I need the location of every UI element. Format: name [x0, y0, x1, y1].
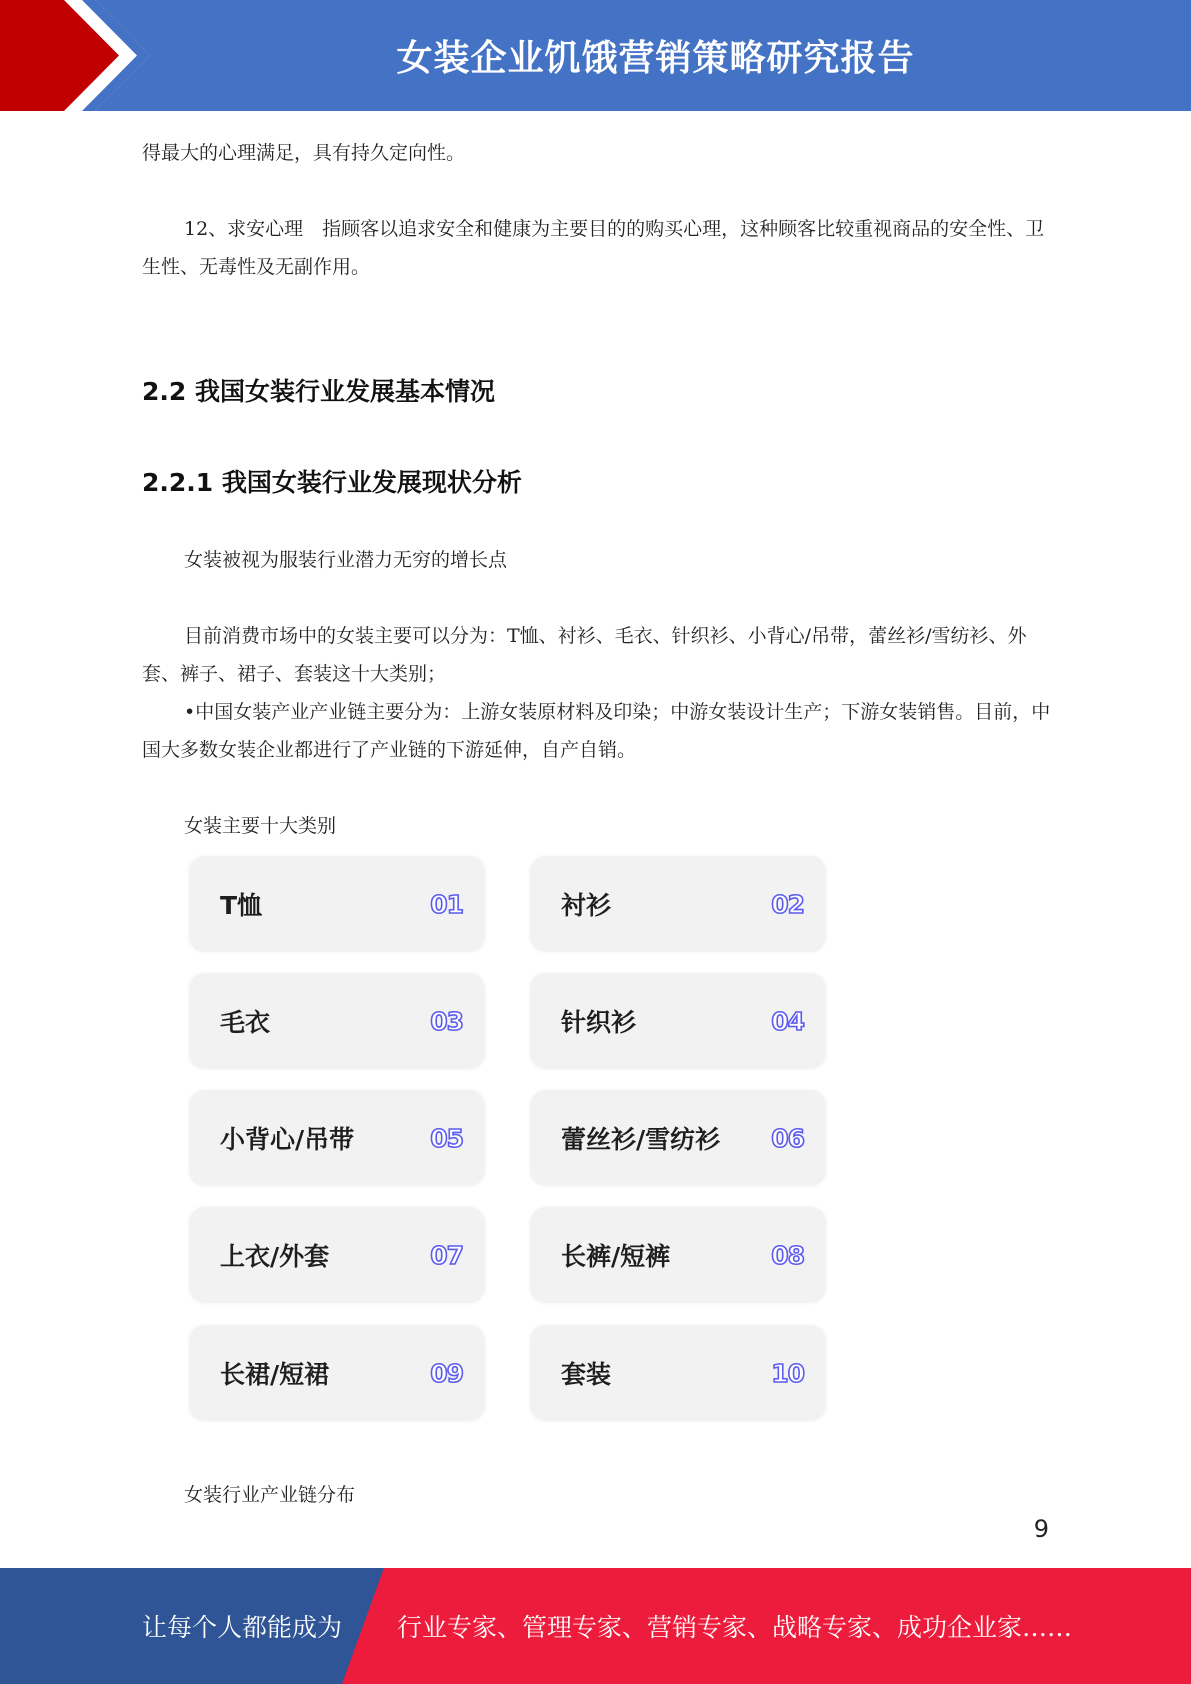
category-number: 07 [430, 1240, 463, 1270]
category-number: 05 [430, 1123, 463, 1153]
category-number: 01 [430, 889, 463, 919]
footer-slogan-right: 行业专家、管理专家、营销专家、战略专家、成功企业家…… [397, 1613, 1073, 1642]
category-number: 08 [771, 1240, 804, 1270]
category-label: 上衣/外套 [220, 1242, 330, 1271]
category-label: 小背心/吊带 [220, 1125, 355, 1154]
footer-banner [0, 1568, 1191, 1684]
category-label: 衬衫 [561, 891, 612, 920]
category-card [530, 856, 826, 952]
category-label: 毛衣 [220, 1008, 271, 1037]
page-number: 9 [1033, 1515, 1049, 1543]
category-number: 04 [771, 1006, 804, 1036]
category-label: 蕾丝衫/雪纺衫 [561, 1125, 721, 1154]
category-number: 02 [771, 889, 804, 919]
category-number: 09 [430, 1358, 463, 1388]
header-banner [0, 0, 1191, 111]
category-number: 06 [771, 1123, 804, 1153]
category-label: 长裤/短裤 [561, 1242, 671, 1271]
category-label: 长裙/短裙 [220, 1360, 330, 1389]
paragraph-safety-psychology: 12、求安心理 指顾客以追求安全和健康为主要目的的购买心理，这种顾客比较重视商品的安全性、卫生性、无毒性及无副作用。 [142, 218, 1045, 278]
category-card [189, 856, 485, 952]
category-label: 套装 [561, 1360, 612, 1389]
category-grid [189, 856, 827, 1421]
category-card [530, 1207, 826, 1303]
category-card [530, 1090, 826, 1186]
caption-ten-categories: 女装主要十大类别 [184, 815, 337, 837]
footer-slogan-left: 让每个人都能成为 [142, 1613, 343, 1642]
category-card [189, 1325, 485, 1421]
caption-industry-chain: 女装行业产业链分布 [184, 1484, 356, 1506]
paragraph-continuation: 得最大的心理满足，具有持久定向性。 [142, 142, 466, 164]
paragraph-growth-point: 女装被视为服装行业潜力无穷的增长点 [184, 549, 508, 571]
category-label: T恤 [220, 891, 263, 920]
category-card [189, 973, 485, 1069]
category-card [189, 1207, 485, 1303]
section-heading-2-2: 2.2 我国女装行业发展基本情况 [142, 377, 495, 406]
category-card [530, 973, 826, 1069]
category-number: 10 [771, 1358, 804, 1388]
category-number: 03 [430, 1006, 463, 1036]
category-card [530, 1325, 826, 1421]
header-chevron-decoration [0, 0, 160, 111]
paragraph-market-categories: 目前消费市场中的女装主要可以分为：T恤、衬衫、毛衣、针织衫、小背心/吊带，蕾丝衫/雪纺衫、外套、裤子、裙子、套装这十大类别； [142, 625, 1027, 685]
category-card [189, 1090, 485, 1186]
document-title: 女装企业饥饿营销策略研究报告 [396, 38, 915, 79]
category-label: 针织衫 [561, 1008, 637, 1037]
paragraph-industry-chain: •中国女装产业产业链主要分为：上游女装原材料及印染；中游女装设计生产；下游女装销售。目前，中国大多数女装企业都进行了产业链的下游延伸，自产自销。 [142, 701, 1051, 761]
section-heading-2-2-1: 2.2.1 我国女装行业发展现状分析 [142, 468, 522, 497]
